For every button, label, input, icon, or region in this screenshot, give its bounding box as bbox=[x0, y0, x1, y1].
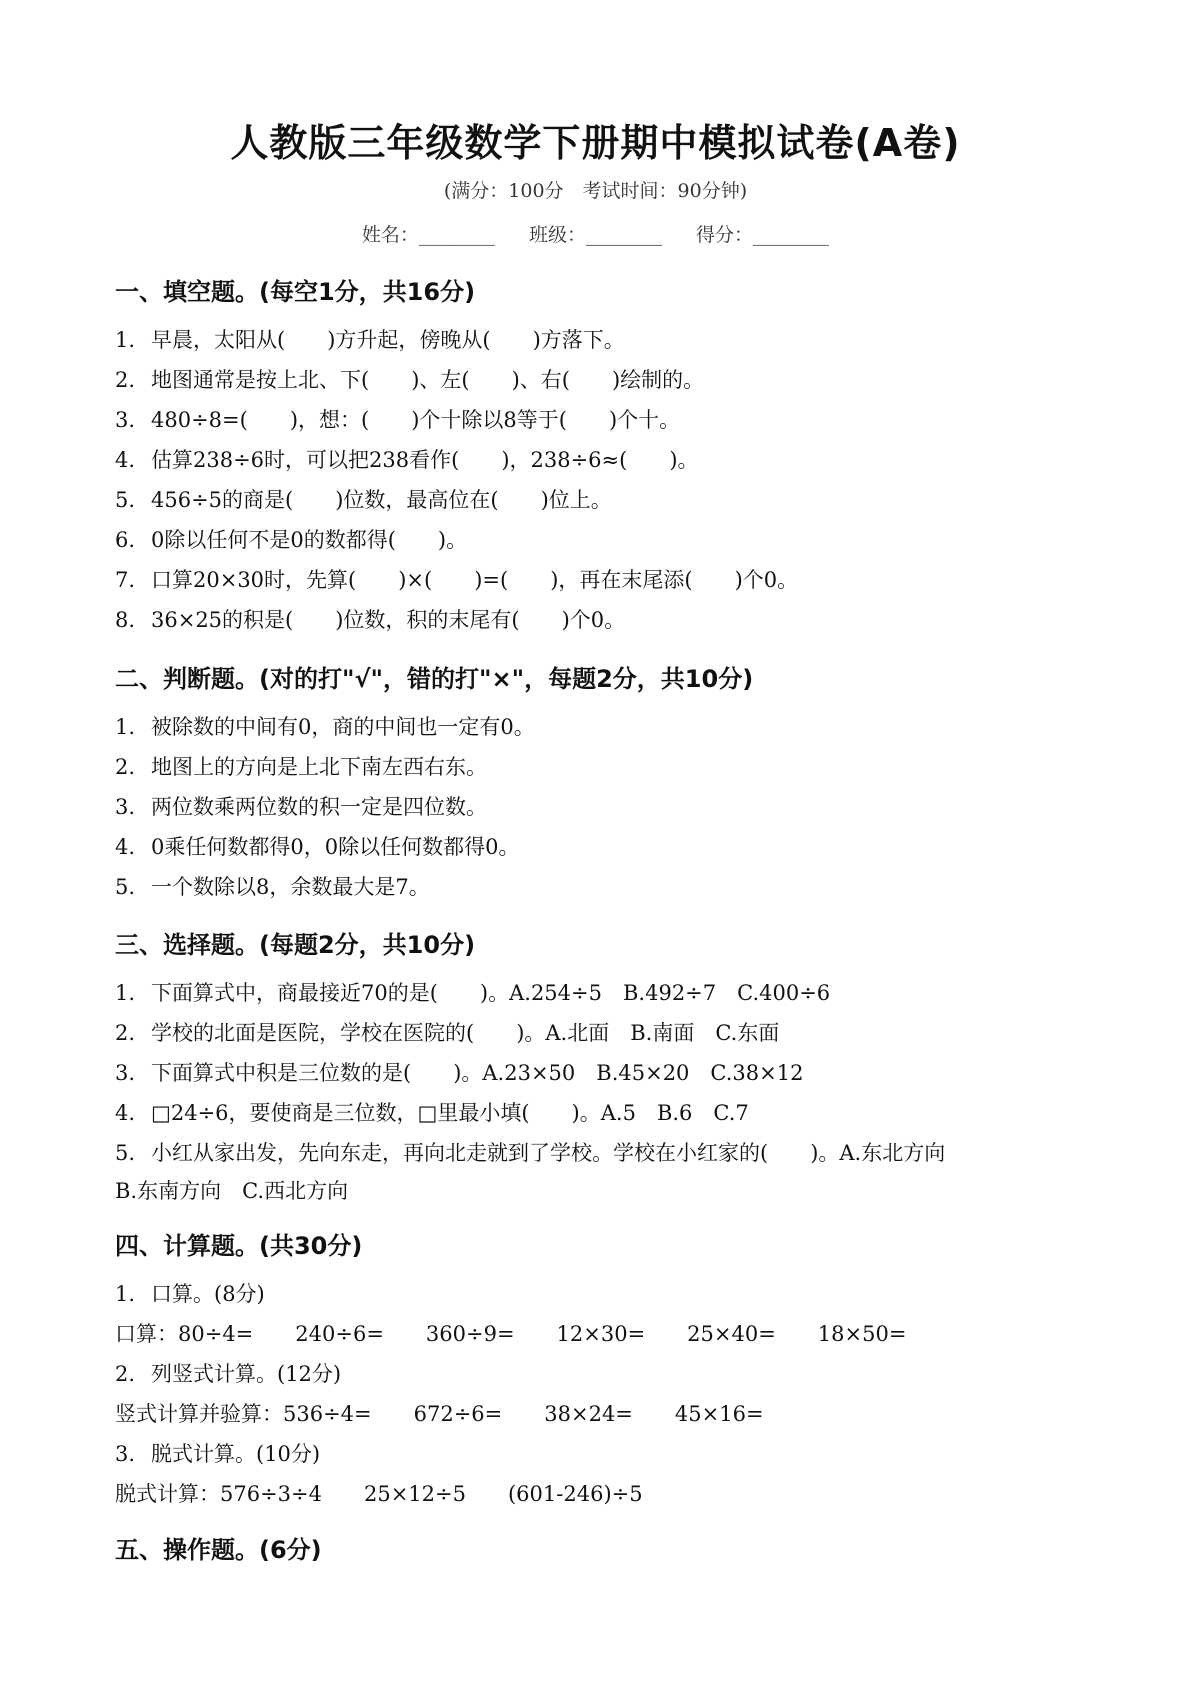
question-number: 2. bbox=[115, 1021, 136, 1045]
question-text: 学校的北面是医院，学校在医院的( )。A.北面 B.南面 C.东面 bbox=[151, 1021, 780, 1045]
question-text: 0除以任何不是0的数都得( )。 bbox=[151, 528, 468, 552]
question-number: 6. bbox=[115, 528, 136, 552]
score-field: 得分：________ bbox=[696, 224, 830, 246]
question-text: 地图上的方向是上北下南左西右东。 bbox=[151, 755, 487, 779]
question-text: 小红从家出发，先向东走，再向北走就到了学校。学校在小红家的( )。A.东北方向 bbox=[151, 1141, 946, 1165]
question-number: 4. bbox=[115, 1101, 136, 1125]
question-line bbox=[115, 1358, 341, 1388]
question-line bbox=[115, 791, 487, 821]
exam-subtitle: (满分：100分 考试时间：90分钟) bbox=[443, 180, 748, 202]
question-line bbox=[115, 364, 704, 394]
question-number: 5. bbox=[115, 488, 136, 512]
question-line bbox=[115, 1438, 320, 1468]
question-line-continued bbox=[115, 1175, 348, 1205]
question-line bbox=[115, 1057, 803, 1087]
question-line bbox=[115, 977, 830, 1007]
question-text: 0乘任何数都得0，0除以任何数都得0。 bbox=[151, 835, 520, 859]
question-number: 3. bbox=[115, 1061, 136, 1085]
question-number: 5. bbox=[115, 875, 136, 899]
question-line bbox=[115, 1097, 749, 1127]
question-line bbox=[115, 604, 625, 634]
question-text: 36×25的积是( )位数，积的末尾有( )个0。 bbox=[151, 608, 626, 632]
question-text: 被除数的中间有0，商的中间也一定有0。 bbox=[151, 715, 535, 739]
question-line bbox=[115, 404, 680, 434]
section-3-heading: 三、选择题。(每题2分，共10分) bbox=[115, 931, 476, 959]
question-text: 地图通常是按上北、下( )、左( )、右( )绘制的。 bbox=[151, 368, 705, 392]
question-line bbox=[115, 444, 699, 474]
question-text: 一个数除以8，余数最大是7。 bbox=[151, 875, 430, 899]
question-text: 脱式计算：576÷3÷4 25×12÷5 (601-246)÷5 bbox=[115, 1482, 643, 1506]
question-text: 口算。(8分) bbox=[151, 1282, 265, 1306]
question-text: 估算238÷6时，可以把238看作( )，238÷6≈( )。 bbox=[151, 448, 699, 472]
question-number: 3. bbox=[115, 795, 136, 819]
section-5-heading: 五、操作题。(6分) bbox=[115, 1536, 322, 1564]
question-text: 脱式计算。(10分) bbox=[151, 1442, 321, 1466]
question-text: 列竖式计算。(12分) bbox=[151, 1362, 342, 1386]
section-1-heading: 一、填空题。(每空1分，共16分) bbox=[115, 278, 476, 306]
question-text: □24÷6，要使商是三位数，□里最小填( )。A.5 B.6 C.7 bbox=[151, 1101, 749, 1125]
question-line bbox=[115, 324, 625, 354]
question-line bbox=[115, 711, 535, 741]
name-field: 姓名：________ bbox=[361, 224, 495, 246]
question-line bbox=[115, 871, 430, 901]
question-line bbox=[115, 1137, 945, 1167]
question-text: 456÷5的商是( )位数，最高位在( )位上。 bbox=[151, 488, 612, 512]
question-number: 5. bbox=[115, 1141, 136, 1165]
question-number: 4. bbox=[115, 448, 136, 472]
question-text: B.东南方向 C.西北方向 bbox=[115, 1179, 349, 1203]
question-text: 下面算式中，商最接近70的是( )。A.254÷5 B.492÷7 C.400÷6 bbox=[151, 981, 831, 1005]
question-number: 8. bbox=[115, 608, 136, 632]
question-text: 口算：80÷4= 240÷6= 360÷9= 12×30= 25×40= 18×50= bbox=[115, 1322, 907, 1346]
question-text: 两位数乘两位数的积一定是四位数。 bbox=[151, 795, 487, 819]
calculation-line bbox=[115, 1318, 906, 1348]
question-number: 1. bbox=[115, 715, 136, 739]
question-number: 1. bbox=[115, 981, 136, 1005]
question-line bbox=[115, 564, 798, 594]
question-number: 2. bbox=[115, 1362, 136, 1386]
question-number: 4. bbox=[115, 835, 136, 859]
question-line bbox=[115, 484, 612, 514]
question-text: 早晨，太阳从( )方升起，傍晚从( )方落下。 bbox=[151, 328, 625, 352]
question-number: 1. bbox=[115, 1282, 136, 1306]
question-line bbox=[115, 524, 467, 554]
question-number: 3. bbox=[115, 1442, 136, 1466]
question-text: 口算20×30时，先算( )×( )=( )，再在末尾添( )个0。 bbox=[151, 568, 799, 592]
question-text: 下面算式中积是三位数的是( )。A.23×50 B.45×20 C.38×12 bbox=[151, 1061, 804, 1085]
section-4-heading: 四、计算题。(共30分) bbox=[115, 1232, 363, 1260]
question-line bbox=[115, 751, 487, 781]
question-number: 2. bbox=[115, 368, 136, 392]
class-field: 班级：________ bbox=[528, 224, 662, 246]
page-title: 人教版三年级数学下册期中模拟试卷(A卷) bbox=[230, 121, 961, 165]
student-info bbox=[0, 220, 1191, 247]
question-number: 2. bbox=[115, 755, 136, 779]
question-text: 竖式计算并验算：536÷4= 672÷6= 38×24= 45×16= bbox=[115, 1402, 764, 1426]
section-2-heading: 二、判断题。(对的打"√"，错的打"×"，每题2分，共10分) bbox=[115, 665, 754, 693]
question-number: 3. bbox=[115, 408, 136, 432]
question-line bbox=[115, 1278, 265, 1308]
question-text: 480÷8=( )，想：( )个十除以8等于( )个十。 bbox=[151, 408, 681, 432]
calculation-line bbox=[115, 1398, 764, 1428]
question-number: 7. bbox=[115, 568, 136, 592]
question-line bbox=[115, 831, 519, 861]
calculation-line bbox=[115, 1478, 643, 1508]
question-line bbox=[115, 1017, 779, 1047]
question-number: 1. bbox=[115, 328, 136, 352]
